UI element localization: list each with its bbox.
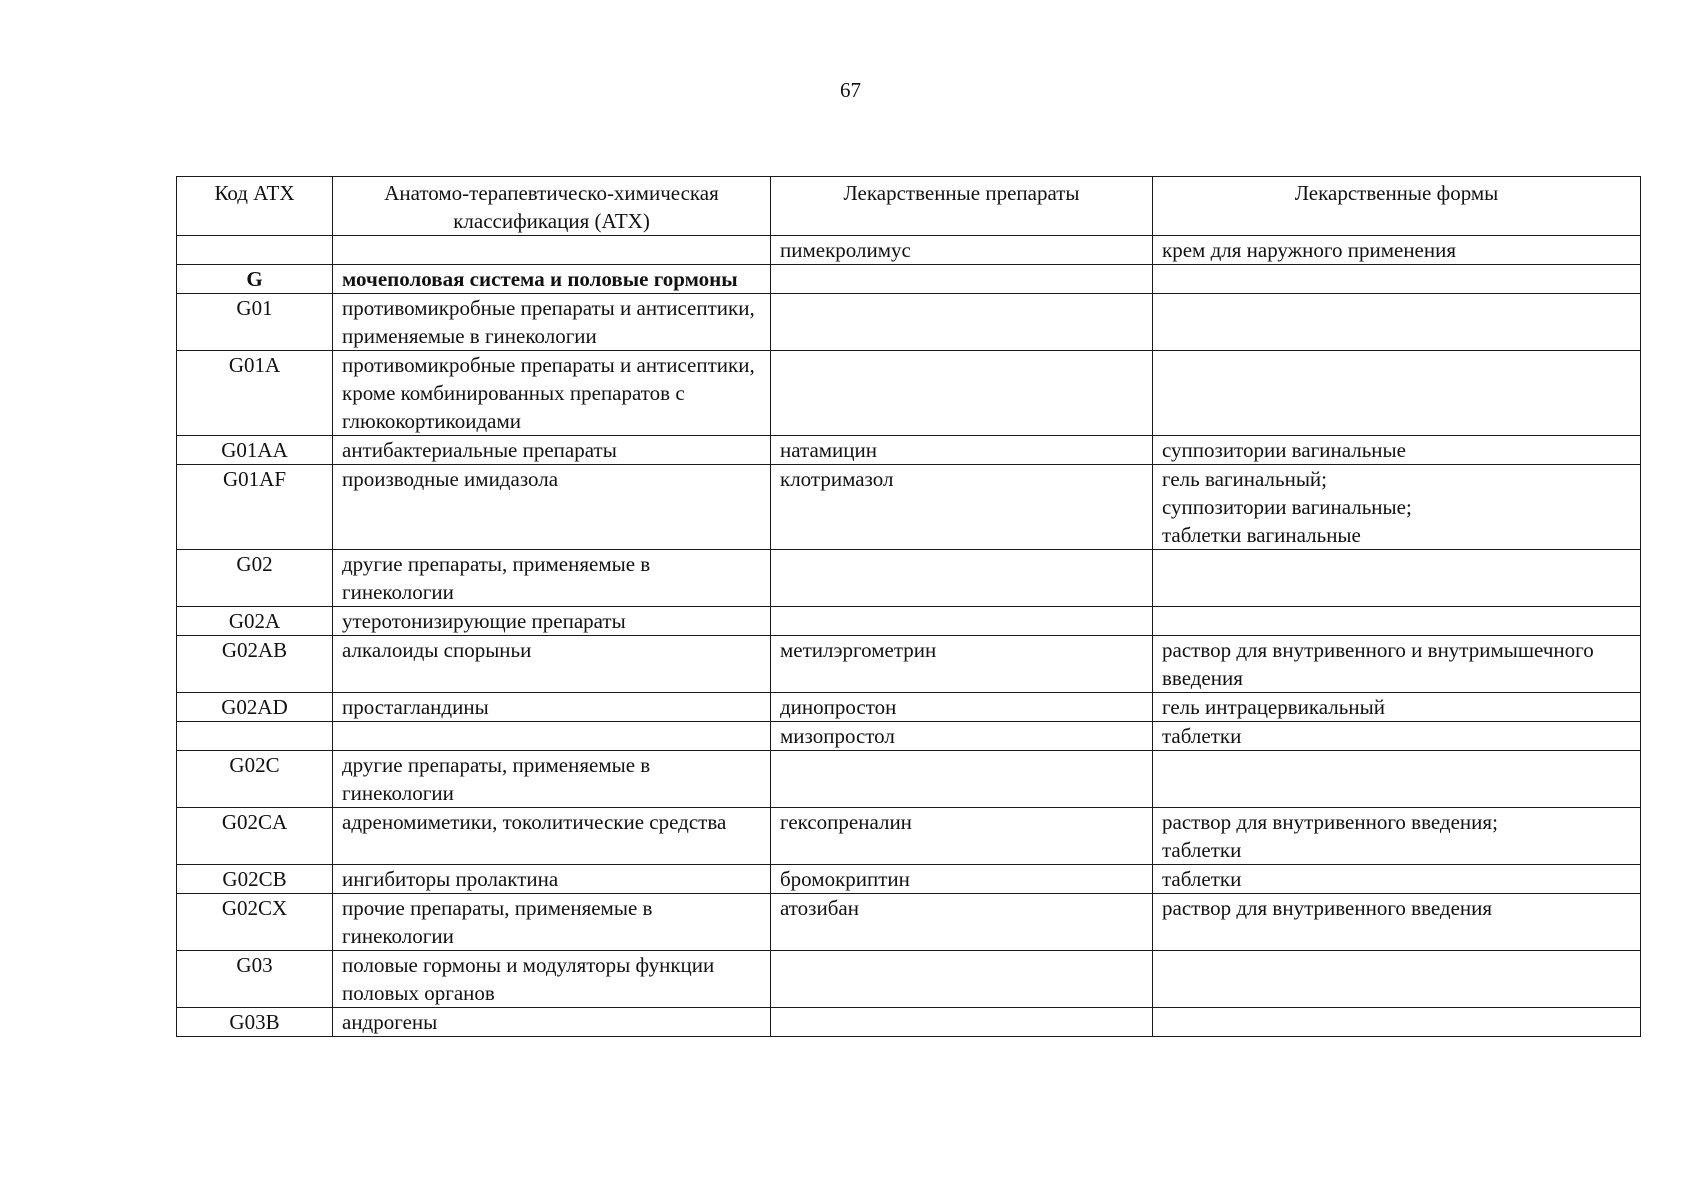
dosage-form-line: гель вагинальный; [1162, 467, 1327, 491]
table-header [177, 177, 1641, 236]
dosage-form-line: суппозитории вагинальные [1162, 438, 1406, 462]
dosage-form-line [1162, 951, 1631, 979]
dosage-forms [1153, 550, 1641, 607]
table-row [177, 1008, 1641, 1037]
atc-code [177, 236, 333, 265]
table-row [177, 294, 1641, 351]
page-number: 67 [840, 78, 861, 102]
atc-code: G02 [177, 550, 333, 607]
dosage-form-line: таблетки [1162, 838, 1242, 862]
dosage-forms [1153, 265, 1641, 294]
atc-code: G02CX [177, 894, 333, 951]
drug-name: натамицин [771, 436, 1153, 465]
dosage-form-line: раствор для внутривенного введения; [1162, 810, 1498, 834]
drug-name [771, 751, 1153, 808]
dosage-forms [1153, 351, 1641, 436]
atc-classification: противомикробные препараты и антисептики, применяемые в гинекологии [333, 294, 771, 351]
dosage-form-line [1162, 265, 1631, 293]
dosage-form-line: раствор для внутривенного введения [1162, 896, 1493, 920]
atc-classification: другие препараты, применяемые в гинекологии [333, 751, 771, 808]
atc-classification: андрогены [333, 1008, 771, 1037]
atc-classification: ингибиторы пролактина [333, 865, 771, 894]
dosage-forms [1153, 751, 1641, 808]
header-drugs: Лекарственные препараты [771, 177, 1153, 236]
drug-name: атозибан [771, 894, 1153, 951]
table-row [177, 550, 1641, 607]
dosage-form-line: таблетки [1162, 724, 1242, 748]
table-row [177, 865, 1641, 894]
dosage-forms [1153, 722, 1641, 751]
header-classification: Анатомо-терапевтическо-химическая классификация (АТХ) [333, 177, 771, 236]
atc-classification: противомикробные препараты и антисептики, кроме комбинированных препаратов с глюкокортикоидами [333, 351, 771, 436]
header-code: Код АТХ [177, 177, 333, 236]
table-row [177, 465, 1641, 550]
dosage-form-line: таблетки вагинальные [1162, 523, 1361, 547]
atc-code [177, 722, 333, 751]
atc-code: G03 [177, 951, 333, 1008]
table-row [177, 436, 1641, 465]
drug-name: бромокриптин [771, 865, 1153, 894]
atc-classification: другие препараты, применяемые в гинекологии [333, 550, 771, 607]
atc-code: G02A [177, 607, 333, 636]
table-row [177, 607, 1641, 636]
dosage-form-line: таблетки [1162, 867, 1242, 891]
atc-classification [333, 722, 771, 751]
dosage-form-line: гель интрацервикальный [1162, 695, 1385, 719]
atc-classification: утеротонизирующие препараты [333, 607, 771, 636]
drug-name: клотримазол [771, 465, 1153, 550]
dosage-forms [1153, 607, 1641, 636]
header-forms: Лекарственные формы [1153, 177, 1641, 236]
atc-code: G01AF [177, 465, 333, 550]
atc-classification: адреномиметики, токолитические средства [333, 808, 771, 865]
dosage-forms [1153, 808, 1641, 865]
drug-name [771, 351, 1153, 436]
table-row [177, 751, 1641, 808]
atc-code: G03B [177, 1008, 333, 1037]
dosage-form-line [1162, 294, 1631, 322]
drug-name [771, 607, 1153, 636]
dosage-forms [1153, 951, 1641, 1008]
dosage-forms [1153, 294, 1641, 351]
dosage-forms [1153, 865, 1641, 894]
drug-name [771, 1008, 1153, 1037]
dosage-forms [1153, 1008, 1641, 1037]
drug-name [771, 294, 1153, 351]
atc-classification: половые гормоны и модуляторы функции половых органов [333, 951, 771, 1008]
dosage-forms [1153, 693, 1641, 722]
dosage-form-line [1162, 550, 1631, 578]
atc-classification: алкалоиды спорыньи [333, 636, 771, 693]
table-row [177, 236, 1641, 265]
atc-classification [333, 236, 771, 265]
atc-code: G [177, 265, 333, 294]
atc-code: G02C [177, 751, 333, 808]
table-row [177, 351, 1641, 436]
drug-name: пимекролимус [771, 236, 1153, 265]
table-row [177, 265, 1641, 294]
dosage-forms [1153, 436, 1641, 465]
atc-classification: производные имидазола [333, 465, 771, 550]
table-body [177, 236, 1641, 1037]
drug-name [771, 265, 1153, 294]
atc-code: G02AD [177, 693, 333, 722]
dosage-form-line: суппозитории вагинальные; [1162, 495, 1412, 519]
dosage-form-line [1162, 1008, 1631, 1036]
atc-classification: антибактериальные препараты [333, 436, 771, 465]
dosage-form-line [1162, 607, 1631, 635]
dosage-form-line [1162, 351, 1631, 379]
atc-code: G02AB [177, 636, 333, 693]
table-row [177, 894, 1641, 951]
atc-classification: простагландины [333, 693, 771, 722]
dosage-form-line: крем для наружного применения [1162, 238, 1457, 262]
atc-code: G02CA [177, 808, 333, 865]
drug-name: мизопростол [771, 722, 1153, 751]
table-row [177, 636, 1641, 693]
drug-name [771, 550, 1153, 607]
dosage-forms [1153, 636, 1641, 693]
drug-name: гексопреналин [771, 808, 1153, 865]
drug-name: динопростон [771, 693, 1153, 722]
header-row [177, 177, 1641, 236]
atc-classification: прочие препараты, применяемые в гинекологии [333, 894, 771, 951]
table-row [177, 951, 1641, 1008]
atc-code: G01A [177, 351, 333, 436]
drug-name: метилэргометрин [771, 636, 1153, 693]
dosage-form-line: раствор для внутривенного и внутримышечного введения [1162, 638, 1594, 690]
drug-name [771, 951, 1153, 1008]
dosage-forms [1153, 465, 1641, 550]
atc-code: G01AA [177, 436, 333, 465]
atc-code: G02CB [177, 865, 333, 894]
table-row [177, 808, 1641, 865]
atc-classification: мочеполовая система и половые гормоны [333, 265, 771, 294]
dosage-form-line [1162, 751, 1631, 779]
atc-table [176, 176, 1641, 1037]
dosage-forms [1153, 894, 1641, 951]
dosage-forms [1153, 236, 1641, 265]
table-row [177, 693, 1641, 722]
table-row [177, 722, 1641, 751]
atc-code: G01 [177, 294, 333, 351]
